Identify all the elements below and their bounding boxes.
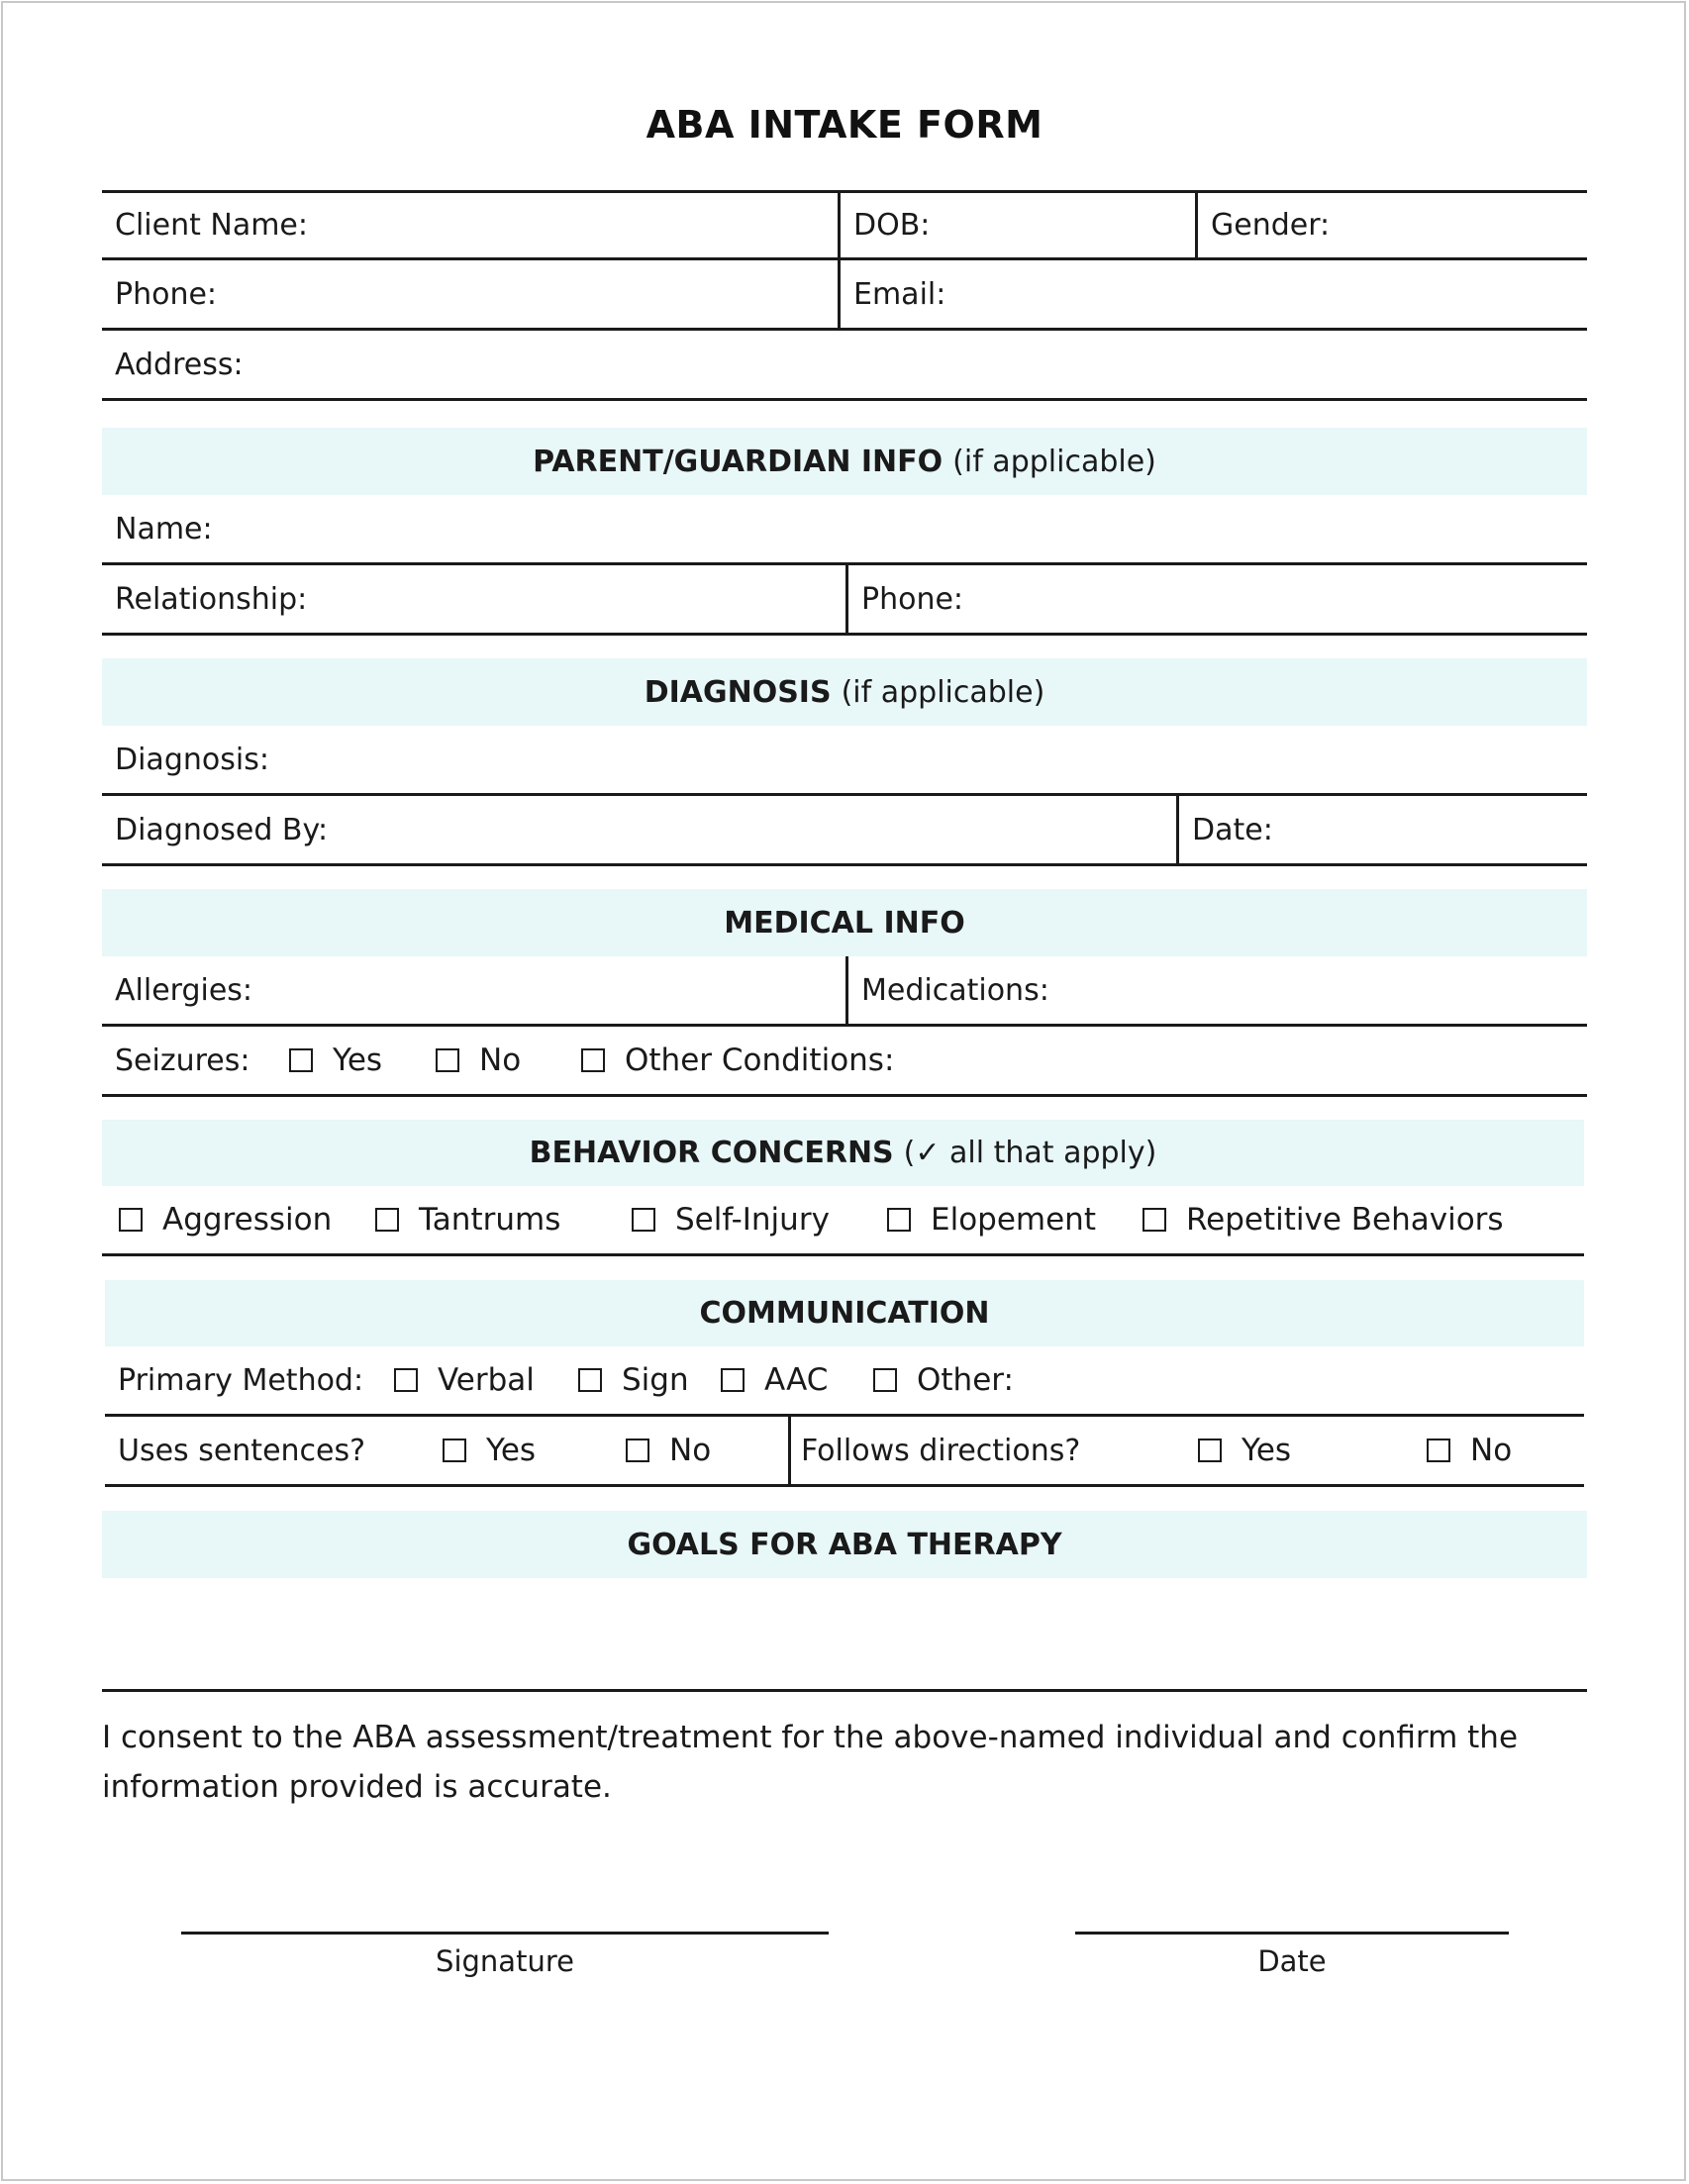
parent-row-2 xyxy=(102,565,1587,636)
directions-yes-option[interactable] xyxy=(1198,1417,1291,1484)
sentences-yes-checkbox[interactable] xyxy=(443,1439,466,1462)
diagnosis-heading: DIAGNOSIS xyxy=(644,674,832,710)
other-method-label: Other: xyxy=(917,1362,1014,1398)
diagnosis-label: Diagnosis: xyxy=(115,742,269,777)
behavior-option-tantrums[interactable] xyxy=(375,1186,560,1253)
behavior-heading-note: (✓ all that apply) xyxy=(903,1136,1157,1170)
follows-directions-label: Follows directions? xyxy=(801,1433,1081,1468)
method-option-verbal[interactable] xyxy=(394,1346,535,1414)
sign-checkbox[interactable] xyxy=(578,1368,602,1392)
communication-section-header xyxy=(105,1280,1584,1346)
diagnosis-field[interactable] xyxy=(102,726,1587,793)
goals-heading: GOALS FOR ABA THERAPY xyxy=(627,1527,1062,1562)
parent-section-header xyxy=(102,428,1587,495)
diagnosis-row-1 xyxy=(102,726,1587,796)
date-label: Date xyxy=(1257,1944,1327,1978)
method-option-aac[interactable] xyxy=(721,1346,828,1414)
client-phone-field[interactable] xyxy=(102,260,838,328)
parent-phone-label: Phone: xyxy=(861,581,964,617)
client-email-field[interactable] xyxy=(838,260,1587,328)
dob-label: DOB: xyxy=(853,208,931,243)
aggression-label: Aggression xyxy=(162,1202,333,1238)
method-option-sign[interactable] xyxy=(578,1346,689,1414)
seizures-no-option[interactable] xyxy=(436,1027,521,1094)
method-option-other[interactable] xyxy=(873,1346,1014,1414)
verbal-label: Verbal xyxy=(438,1362,535,1398)
gender-label: Gender: xyxy=(1211,208,1331,243)
signature-label: Signature xyxy=(436,1944,574,1978)
allergies-label: Allergies: xyxy=(115,972,253,1008)
other-conditions-option[interactable] xyxy=(581,1027,894,1094)
verbal-checkbox[interactable] xyxy=(394,1368,418,1392)
behavior-heading: BEHAVIOR CONCERNS xyxy=(529,1136,894,1170)
other-conditions-checkbox[interactable] xyxy=(581,1048,605,1072)
primary-method-label: Primary Method: xyxy=(118,1362,364,1398)
client-name-field[interactable] xyxy=(102,193,838,257)
diagnosis-date-field[interactable] xyxy=(1176,796,1587,863)
medical-section-header xyxy=(102,889,1587,956)
client-name-label: Client Name: xyxy=(115,208,308,243)
elopement-checkbox[interactable] xyxy=(887,1208,911,1232)
medical-row-2 xyxy=(102,1027,1587,1097)
other-conditions-label: Other Conditions: xyxy=(625,1042,895,1078)
address-field[interactable] xyxy=(102,331,1587,398)
elopement-label: Elopement xyxy=(931,1202,1096,1238)
primary-method-cell xyxy=(105,1346,382,1414)
self-injury-label: Self-Injury xyxy=(675,1202,830,1238)
sentences-no-checkbox[interactable] xyxy=(626,1439,649,1462)
seizures-label: Seizures: xyxy=(115,1042,250,1078)
tantrums-checkbox[interactable] xyxy=(375,1208,399,1232)
sign-label: Sign xyxy=(622,1362,689,1398)
parent-name-label: Name: xyxy=(115,511,213,546)
relationship-field[interactable] xyxy=(102,565,845,633)
parent-phone-field[interactable] xyxy=(845,565,1587,633)
parent-heading-note: (if applicable) xyxy=(952,444,1156,479)
client-row-2 xyxy=(102,260,1587,331)
diagnosed-by-field[interactable] xyxy=(102,796,1176,863)
aac-checkbox[interactable] xyxy=(721,1368,745,1392)
repetitive-behaviors-checkbox[interactable] xyxy=(1143,1208,1166,1232)
self-injury-checkbox[interactable] xyxy=(632,1208,655,1232)
diagnosis-date-label: Date: xyxy=(1192,812,1273,847)
seizures-yes-label: Yes xyxy=(333,1042,383,1078)
diagnosis-section-header xyxy=(102,658,1587,726)
behavior-option-aggression[interactable] xyxy=(119,1186,332,1253)
aac-label: AAC xyxy=(764,1362,829,1398)
relationship-label: Relationship: xyxy=(115,581,308,617)
behavior-section-header xyxy=(102,1120,1584,1186)
directions-yes-label: Yes xyxy=(1242,1433,1292,1468)
directions-yes-checkbox[interactable] xyxy=(1198,1439,1222,1462)
sentences-no-label: No xyxy=(669,1433,712,1468)
communication-heading: COMMUNICATION xyxy=(699,1296,990,1331)
medical-row-1 xyxy=(102,956,1587,1027)
repetitive-behaviors-label: Repetitive Behaviors xyxy=(1186,1202,1504,1238)
consent-statement: I consent to the ABA assessment/treatment for the above-named individual and confirm the information provided is accurate. xyxy=(102,1720,1519,1805)
date-line[interactable] xyxy=(1075,1932,1509,1935)
sentences-yes-label: Yes xyxy=(486,1433,537,1468)
behavior-row xyxy=(102,1186,1584,1256)
seizures-no-label: No xyxy=(479,1042,522,1078)
behavior-option-self-injury[interactable] xyxy=(632,1186,830,1253)
diagnosis-heading-note: (if applicable) xyxy=(841,674,1045,710)
medical-heading: MEDICAL INFO xyxy=(724,905,965,941)
communication-row-1 xyxy=(105,1346,1584,1417)
aggression-checkbox[interactable] xyxy=(119,1208,143,1232)
parent-name-field[interactable] xyxy=(102,495,1587,562)
parent-heading: PARENT/GUARDIAN INFO xyxy=(533,444,944,479)
parent-row-1 xyxy=(102,495,1587,565)
dob-field[interactable] xyxy=(838,193,1195,257)
directions-no-checkbox[interactable] xyxy=(1427,1439,1450,1462)
medications-field[interactable] xyxy=(845,956,1587,1024)
form-title: ABA INTAKE FORM xyxy=(646,103,1043,147)
goals-section-header xyxy=(102,1511,1587,1578)
behavior-option-repetitive[interactable] xyxy=(1143,1186,1504,1253)
other-method-checkbox[interactable] xyxy=(873,1368,897,1392)
client-email-label: Email: xyxy=(853,276,946,312)
directions-no-option[interactable] xyxy=(1427,1417,1512,1484)
client-phone-label: Phone: xyxy=(115,276,218,312)
diagnosed-by-label: Diagnosed By: xyxy=(115,812,329,847)
client-row-1 xyxy=(102,190,1587,260)
goals-field[interactable] xyxy=(102,1578,1587,1692)
sentences-no-option[interactable] xyxy=(626,1417,711,1484)
seizures-yes-checkbox[interactable] xyxy=(289,1048,313,1072)
seizures-yes-option[interactable] xyxy=(289,1027,382,1094)
uses-sentences-label: Uses sentences? xyxy=(118,1433,366,1468)
seizures-cell xyxy=(102,1027,280,1094)
diagnosis-row-2 xyxy=(102,796,1587,866)
tantrums-label: Tantrums xyxy=(419,1202,561,1238)
communication-row-2 xyxy=(105,1417,1584,1487)
seizures-no-checkbox[interactable] xyxy=(436,1048,459,1072)
sentences-yes-option[interactable] xyxy=(443,1417,536,1484)
behavior-option-elopement[interactable] xyxy=(887,1186,1096,1253)
allergies-field[interactable] xyxy=(102,956,845,1024)
signature-line[interactable] xyxy=(181,1932,829,1935)
gender-field[interactable] xyxy=(1195,193,1587,257)
directions-no-label: No xyxy=(1470,1433,1513,1468)
address-label: Address: xyxy=(115,347,244,382)
client-row-3 xyxy=(102,331,1587,401)
medications-label: Medications: xyxy=(861,972,1049,1008)
